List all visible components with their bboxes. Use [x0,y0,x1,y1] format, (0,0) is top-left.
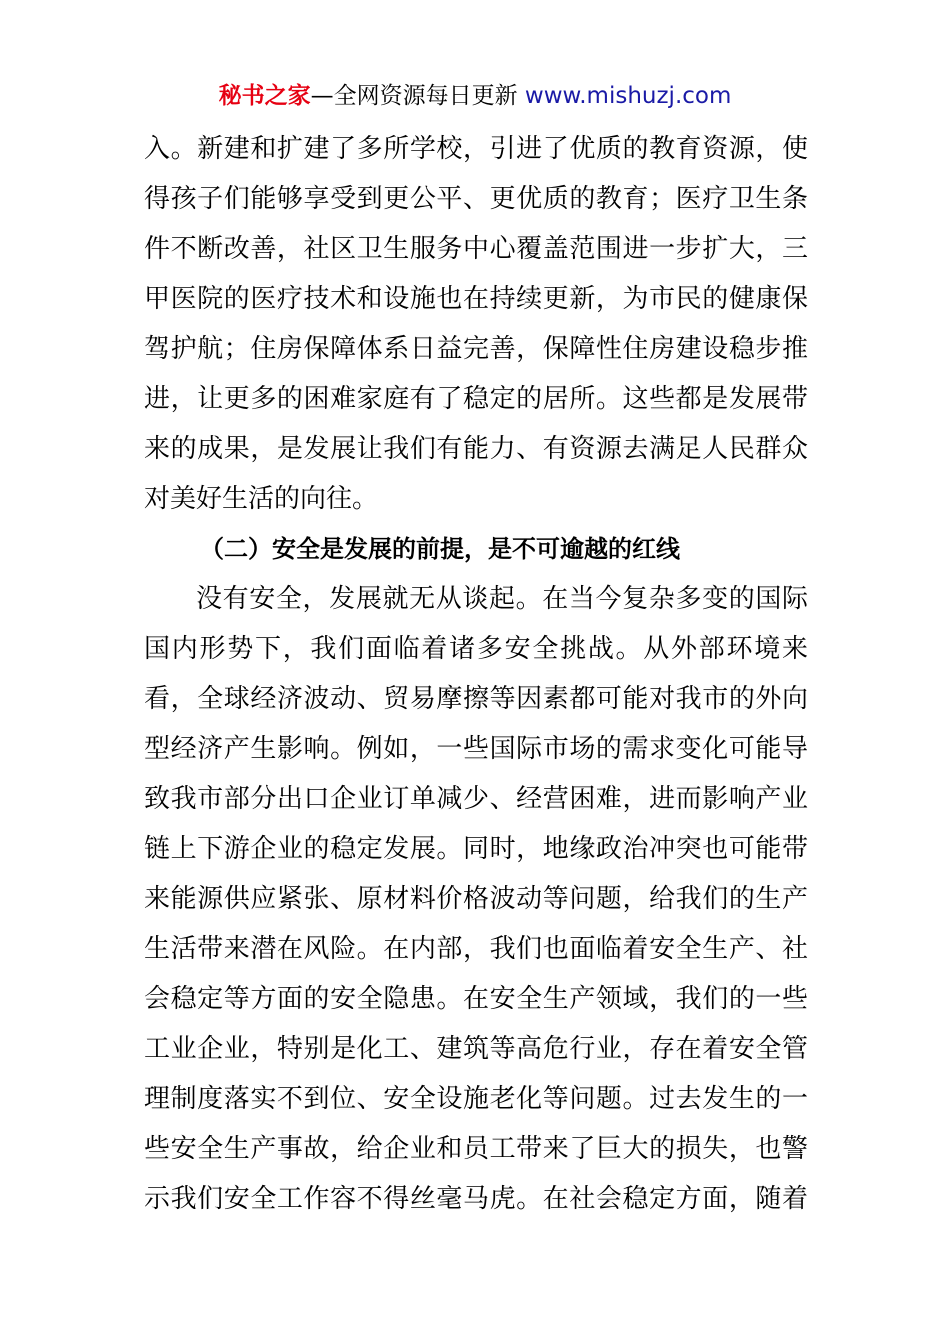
text-line: 生活带来潜在风险。在内部，我们也面临着安全生产、社 [144,934,808,964]
text-line: 链上下游企业的稳定发展。同时，地缘政治冲突也可能带 [144,834,808,864]
text-line: 示我们安全工作容不得丝毫马虎。在社会稳定方面，随着 [144,1184,808,1214]
site-header [0,80,950,112]
paragraph-2 [144,574,808,1224]
site-url-link[interactable]: www.mishuzj.com [524,83,732,109]
text-line: 来的成果，是发展让我们有能力、有资源去满足人民群众 [144,434,808,464]
text-line: 型经济产生影响。例如，一些国际市场的需求变化可能导 [144,734,808,764]
text-line: 些安全生产事故，给企业和员工带来了巨大的损失，也警 [144,1134,808,1164]
text-line: 入。新建和扩建了多所学校，引进了优质的教育资源，使 [144,134,808,164]
text-line: 进，让更多的困难家庭有了稳定的居所。这些都是发展带 [144,384,808,414]
brand-name: 秘书之家 [218,83,311,109]
section-heading: （二）安全是发展的前提，是不可逾越的红线 [200,535,680,563]
text-line: 国内形势下，我们面临着诸多安全挑战。从外部环境来 [144,634,808,664]
text-line: 对美好生活的向往。 [144,484,379,514]
text-line: 工业企业，特别是化工、建筑等高危行业，存在着安全管 [144,1034,808,1064]
text-line: 理制度落实不到位、安全设施老化等问题。过去发生的一 [144,1084,808,1114]
header-tagline: —全网资源每日更新 [310,83,525,109]
text-line: 会稳定等方面的安全隐患。在安全生产领域，我们的一些 [144,984,808,1014]
text-line: 驾护航；住房保障体系日益完善，保障性住房建设稳步推 [144,334,808,364]
text-line: 看，全球经济波动、贸易摩擦等因素都可能对我市的外向 [144,684,808,714]
text-line: 来能源供应紧张、原材料价格波动等问题，给我们的生产 [144,884,808,914]
text-line: 致我市部分出口企业订单减少、经营困难，进而影响产业 [144,784,808,814]
text-line: 没有安全，发展就无从谈起。在当今复杂多变的国际 [196,584,808,614]
paragraph-1 [144,124,808,524]
text-line: 件不断改善，社区卫生服务中心覆盖范围进一步扩大，三 [144,234,808,264]
text-line: 甲医院的医疗技术和设施也在持续更新，为市民的健康保 [144,284,808,314]
document-body [144,124,808,1224]
text-line: 得孩子们能够享受到更公平、更优质的教育；医疗卫生条 [144,184,808,214]
